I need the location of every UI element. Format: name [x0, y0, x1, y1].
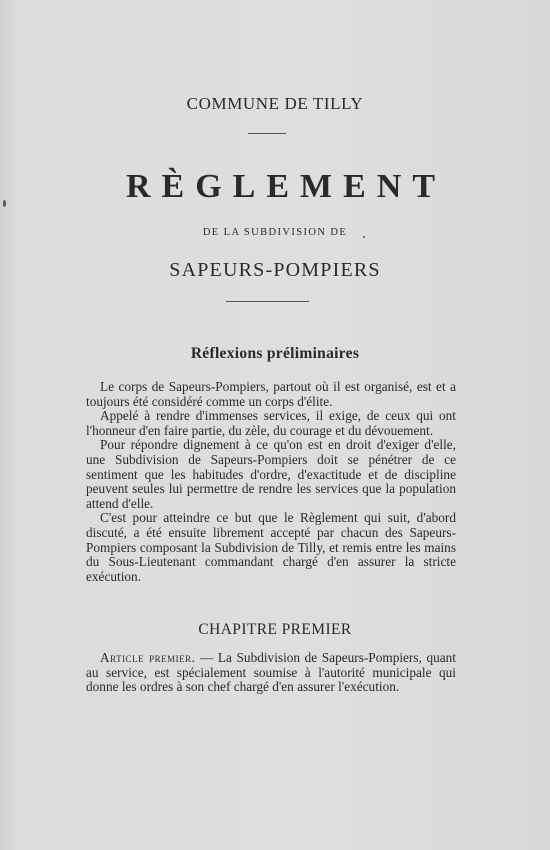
paragraph: C'est pour atteindre ce but que le Règlement qui suit, d'abord discuté, a été ensuite librement accepté par chacun des Sapeurs-Pompiers composant la Subdivision de Tilly, et remis entre les mains du Sous-Lieutenant commandant chargé d'en assurer la stricte exécution.	[86, 510, 456, 584]
article-text: — La Subdivision de Sapeurs-Pompiers, quant au service, est spécialement soumise à l'autorité municipale qui donne les ordres à son chef chargé d'en assurer l'exécution.	[86, 650, 456, 695]
chapter-heading: CHAPITRE PREMIER	[198, 621, 352, 638]
paragraph: Le corps de Sapeurs-Pompiers, partout où il est organisé, est et a toujours été considéré comme un corps d'élite.	[86, 379, 456, 409]
preamble-body	[86, 380, 456, 584]
document-title: RÈGLEMENT	[125, 168, 447, 205]
divider	[226, 301, 309, 302]
article-paragraph	[86, 651, 456, 695]
document-subtitle: DE LA SUBDIVISION DE	[202, 227, 348, 238]
commune-name: COMMUNE DE TILLY	[186, 94, 364, 113]
paragraph: Pour répondre dignement à ce qu'on est en droit d'exiger d'elle, une Subdivision de Sapeurs-Pompiers doit se pénétrer de ce sentiment que les habitudes d'ordre, d'exactitude et de discipline peuvent seules lui permettre de rendre les services que la population attend d'elle.	[86, 437, 456, 511]
article-body	[86, 651, 456, 695]
paragraph: Appelé à rendre d'immenses services, il exige, de ceux qui ont l'honneur d'en faire partie, du zèle, du courage et du dévouement.	[86, 408, 456, 438]
article-label: Article premier.	[100, 650, 196, 665]
divider	[248, 133, 286, 134]
section-heading: Réflexions préliminaires	[190, 345, 360, 362]
document-subject: SAPEURS-POMPIERS	[169, 259, 381, 281]
